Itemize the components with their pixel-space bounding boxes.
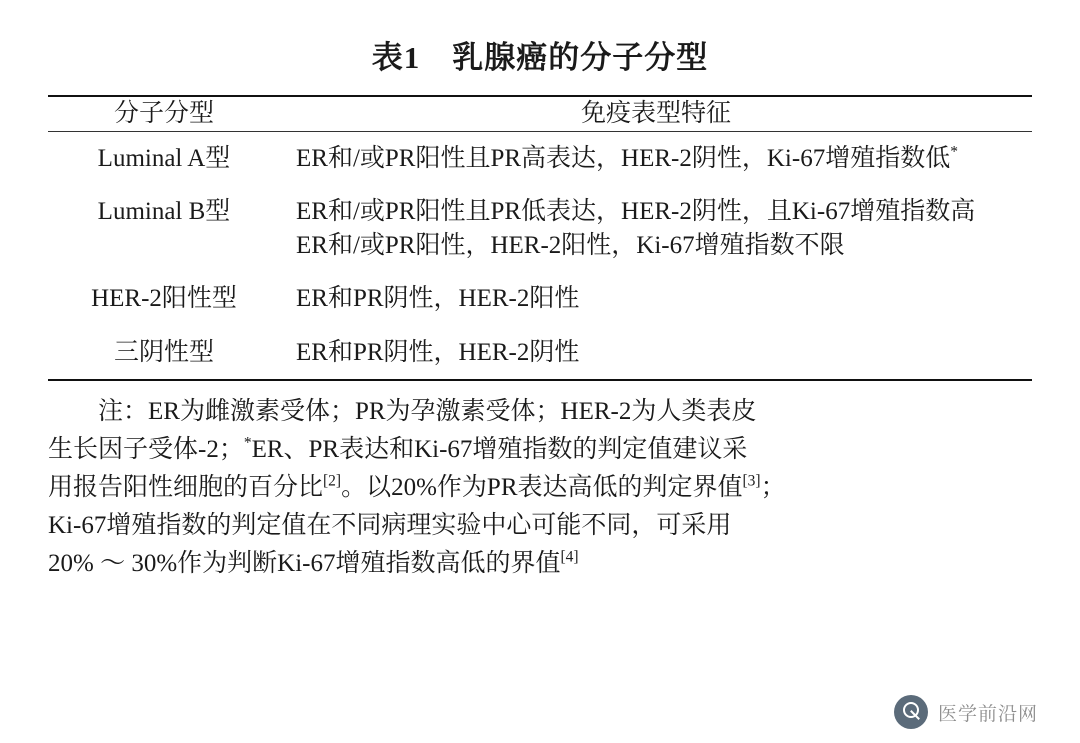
note-line-2: 生长因子受体-2；*ER、PR表达和Ki-67增殖指数的判定值建议采 bbox=[48, 434, 748, 463]
cell-features bbox=[280, 132, 1032, 186]
note-line-4: Ki-67增殖指数的判定值在不同病理实验中心可能不同，可采用 bbox=[48, 512, 732, 539]
table-note bbox=[48, 381, 1032, 583]
cell-features bbox=[280, 326, 1032, 380]
cell-subtype: Luminal A型 bbox=[97, 144, 231, 172]
note-line-5: 20% ～ 30%作为判断Ki-67增殖指数高低的界值[4] bbox=[48, 548, 579, 577]
feature-line: ER和/或PR阳性且PR高表达，HER-2阴性，Ki-67增殖指数低* bbox=[296, 143, 958, 172]
feature-line: ER和/或PR阳性，HER-2阳性，Ki-67增殖指数不限 bbox=[296, 231, 845, 259]
column-header-features: 免疫表型特征 bbox=[580, 100, 731, 127]
table-row bbox=[48, 185, 1032, 272]
molecular-subtype-table bbox=[48, 97, 1032, 131]
table-header-row bbox=[48, 97, 1032, 131]
feature-line: ER和/或PR阳性且PR低表达，HER-2阴性，且Ki-67增殖指数高 bbox=[296, 198, 976, 225]
table-title: 表1 乳腺癌的分子分型 bbox=[371, 40, 709, 75]
watermark bbox=[894, 695, 1038, 729]
cell-subtype: Luminal B型 bbox=[97, 198, 231, 225]
molecular-subtype-body bbox=[48, 132, 1032, 380]
search-logo-icon bbox=[894, 695, 928, 729]
feature-line: ER和PR阴性，HER-2阴性 bbox=[296, 338, 580, 366]
cell-subtype: HER-2阳性型 bbox=[91, 285, 237, 312]
note-line-3: 用报告阳性细胞的百分比[2]。以20%作为PR表达高低的判定界值[3]； bbox=[48, 472, 786, 501]
table-row bbox=[48, 326, 1032, 380]
feature-line: ER和PR阴性，HER-2阳性 bbox=[296, 285, 580, 312]
table-row bbox=[48, 132, 1032, 186]
note-line-1: 注：ER为雌激素受体；PR为孕激素受体；HER-2为人类表皮 bbox=[98, 398, 757, 425]
cell-subtype: 三阴性型 bbox=[113, 338, 214, 366]
cell-features bbox=[280, 272, 1032, 326]
column-header-subtype: 分子分型 bbox=[113, 100, 214, 127]
watermark-label: 医学前沿网 bbox=[937, 703, 1038, 725]
cell-features bbox=[280, 185, 1032, 272]
table-row bbox=[48, 272, 1032, 326]
